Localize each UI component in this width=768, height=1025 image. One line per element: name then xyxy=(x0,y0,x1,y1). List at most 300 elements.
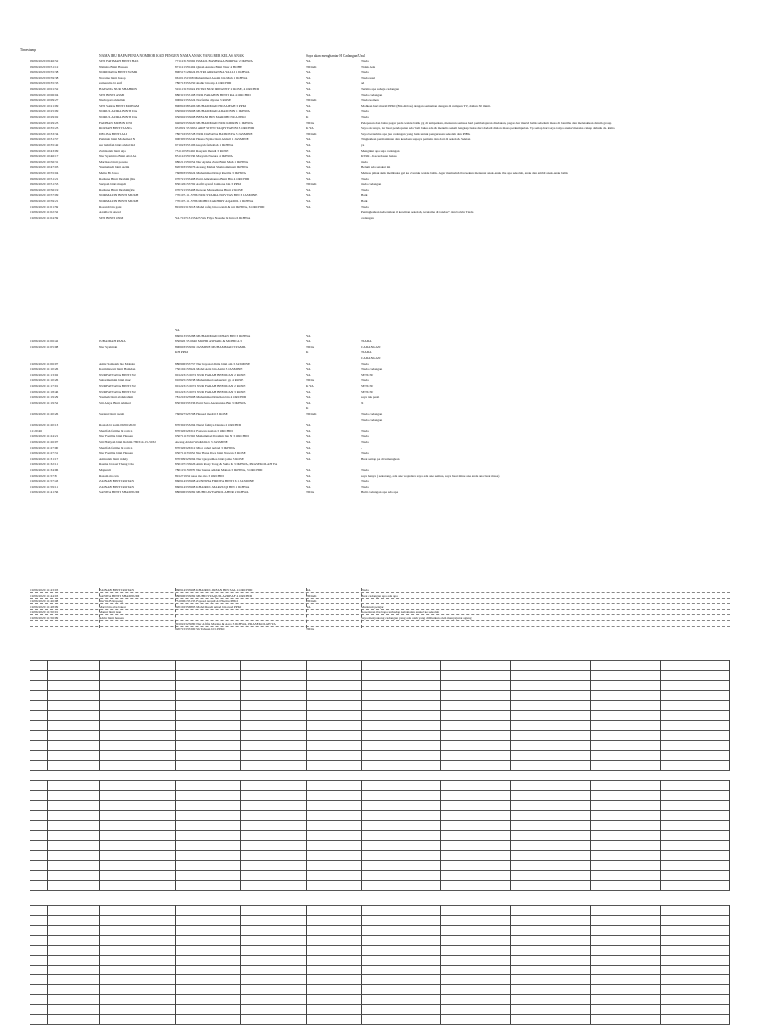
table-cell: 750102155924 Mohd Aziz bin Azmi 3 JASMINE xyxy=(175,367,243,372)
grid-column-line xyxy=(175,660,176,770)
table-cell: Tiada xyxy=(361,70,369,75)
column-divider xyxy=(361,588,362,628)
table-cell: Tiada xyxy=(361,378,369,383)
table-cell: Nur'lin B Ropeng xyxy=(99,599,123,604)
grid-column-line xyxy=(99,660,100,770)
grid-column-line xyxy=(240,905,241,1024)
grid-row-line xyxy=(30,994,730,995)
table-cell: TIDA xyxy=(306,120,315,125)
table-cell: 860913335288 MUHAMMAD IZHAN BIN 3 IKHWA xyxy=(175,333,251,338)
table-cell: 971023355106 kasyah fathollah 1 IKHWA xyxy=(175,143,234,147)
grid-column-line xyxy=(99,780,100,890)
table-cell: cadangan xyxy=(361,215,374,220)
table-cell: K xyxy=(306,115,309,119)
grid-column-line xyxy=(175,905,176,1024)
table-cell: 851122335336 Maryam Nazura 4 IKHWA xyxy=(175,154,233,159)
timestamp-header: Timestamp xyxy=(20,48,37,52)
table-cell: Amirulah binti riduly xyxy=(99,456,129,461)
table-cell: 09/06/2020 10:29:23 xyxy=(30,120,59,125)
grid-column-line xyxy=(510,780,511,890)
table-cell: ZAINAB BINTI ROTAN xyxy=(99,588,134,592)
table-cell: TIDAK xyxy=(306,593,317,598)
table-cell: 19/06/2020 11:02:32 xyxy=(30,210,59,215)
table-cell: Tiada xyxy=(361,588,369,592)
table-cell: YA xyxy=(306,81,311,86)
table-cell: Tiada xyxy=(361,59,369,63)
grid-column-line xyxy=(240,660,241,770)
table-cell: 96101151568 Muhammad Aasim bin Muh 1 IKHWA xyxy=(175,75,248,80)
table-cell: 19/06/2020 11:57:8 xyxy=(30,473,57,478)
table-cell: YA xyxy=(306,176,311,181)
table-cell: Tiada xyxy=(361,451,369,456)
grid-column-line xyxy=(440,660,441,770)
table-cell: 940925355620 MUHAMMAD NUR KIDRIN 1 IKHWA xyxy=(175,120,253,125)
table-cell: - xyxy=(361,445,363,450)
table-cell: Terima apa sahaja cadangan xyxy=(361,87,400,91)
grid-row-line xyxy=(30,700,730,701)
table-cell: CADANGAN xyxy=(361,344,381,349)
table-cell: YA xyxy=(306,372,311,377)
table-cell: Baik xyxy=(361,199,368,203)
grid-column-line xyxy=(660,780,661,890)
table-cell: TIDAK xyxy=(306,98,317,103)
table-cell: 870326326312 Mior cahal nabrel 3 IKHWA xyxy=(175,445,235,450)
table-cell: YA xyxy=(306,367,311,372)
table-cell: HAYANG NUR SHAHRIN xyxy=(99,87,137,91)
table-cell: 780115155870 Nur hanna adidah Mahan 3 IKHWA, 3 ORCHID xyxy=(175,468,263,472)
table-cell: X xyxy=(361,400,364,405)
table-cell: YA xyxy=(306,87,311,91)
table-cell: 870326326312 Fazwan nazlan 3 ORCHID xyxy=(175,428,233,433)
column-divider xyxy=(175,588,176,628)
grid-column-line xyxy=(729,660,730,770)
table-cell: 751006135135 Fayeed Arqull Al Haziru PPKI xyxy=(175,599,238,604)
grid-column-line xyxy=(306,905,307,1024)
table-cell: 770107-11-5786 NUR SYAIRA NOVVAS BIN 3 JASMINE xyxy=(175,193,258,198)
grid-column-line xyxy=(240,780,241,890)
table-cell: SITI BINTI OSM xyxy=(99,215,124,220)
table-cell: NURFATTANA BINTI SU xyxy=(99,384,136,388)
table-cell: Rasma bt nasi Thang Cha xyxy=(99,462,134,467)
table-cell: K xyxy=(306,350,309,355)
table-cell: YA xyxy=(306,604,311,609)
table-cell: Tiada xyxy=(361,440,369,444)
row-divider xyxy=(30,626,730,627)
table-cell: 09/06/2020 10:46:17 xyxy=(30,154,59,159)
table-cell: Tiada cadangan xyxy=(361,92,383,97)
table-cell: TIDAK xyxy=(306,64,317,69)
table-cell: 19/06/2020 11:57:43 xyxy=(30,479,59,484)
table-cell: Pelepasan dan bahu pagar pada waktu balik yg di tempatkan, menurun semasa hari pembelajaran diadakan, pagar-bar murid balik sebelum masa di bantibu dan meletakkan dalam group xyxy=(361,120,612,125)
column-divider xyxy=(99,588,100,628)
table-cell: YA xyxy=(306,109,311,114)
grid-row-line xyxy=(30,1014,730,1015)
table-cell: 950902335608 BEFANI BIN MARDHI NUA PPKI xyxy=(175,115,246,119)
table-cell: SITI FATIMAH BINTI HAS xyxy=(99,59,139,63)
table-cell: sur lathifah binti abdul hid xyxy=(99,143,135,147)
table-cell: 19/06/2020 11:19:52 xyxy=(30,400,59,405)
table-cell: saya tak pasti xyxy=(361,395,380,400)
table-cell: 830107135626 Ahm Rozy Tong & Suila K 3 IKHWA, PRASEKOLAH YA xyxy=(175,462,278,467)
table-cell: DELISA BINTI ALI xyxy=(99,131,128,136)
table-cell: NORUL AZIRA BINTI DA xyxy=(99,109,138,114)
grid-row-line xyxy=(30,850,730,851)
table-cell: 880315355108 NUR FARAHIN BINTI RA 4 ORCHID xyxy=(175,92,251,97)
table-cell: Yasmah binti abdulrahim xyxy=(99,395,134,400)
grid-row-line xyxy=(30,945,730,946)
table-cell: 891091315018 Mahd rafiq bin rozaidi & nri IKHWA, 6 ORCHID xyxy=(175,204,265,209)
table-cell: Rozaidi bin gani xyxy=(99,204,122,209)
table-cell: 751110335402 Rasyam Ihandi 3 ROSE xyxy=(175,148,229,153)
grid-row-line xyxy=(30,750,730,751)
grid-row-line xyxy=(30,925,730,926)
table-cell: YA xyxy=(306,440,311,444)
table-cell: Radiana Binti Ibrahim (Ru xyxy=(99,176,136,181)
table-cell: Radiana Binti Ibrahim(Ru xyxy=(99,187,135,192)
table-cell: tiada xyxy=(361,159,368,164)
grid-row-line xyxy=(30,790,730,791)
table-cell: Siti Haliyah binti Rohim 780314-15-5032 xyxy=(99,440,156,444)
table-cell: YA xyxy=(306,333,311,338)
table-cell: 19/06/2020 11:26:07 xyxy=(30,440,59,444)
table-cell: 19/06/2020 11:04:59 xyxy=(30,215,59,220)
table-cell: Belum ada setakat ini xyxy=(361,165,391,170)
grid-row-line xyxy=(30,800,730,801)
table-cell: Peningkatkan keberatkan il kewman sekolah, terutama di tandas+ dan batvin Tiada xyxy=(361,210,474,215)
table-cell: Mudaruti pelajar xyxy=(361,604,384,609)
grid-column-line xyxy=(47,780,48,890)
table-cell: Marlissa binti poreno xyxy=(99,159,129,164)
table-cell: TIDAK xyxy=(306,182,317,187)
table-cell: 09/06/2020 10:35:42 xyxy=(30,143,59,147)
table-cell: Nurhayati abdullah xyxy=(99,98,126,103)
table-cell: saya hanya ( sekarang, ada ane wajadara saya ada ane semua, saya buat mine ana ande ana buat masa) xyxy=(361,473,500,478)
grid-column-line xyxy=(175,780,176,890)
table-cell: Tiada xyxy=(361,109,369,114)
table-cell: 850926 35 6640 MOHD ASHAIK & MOHD A 3 xyxy=(175,339,242,344)
table-cell: 09/06/2020 10:55:04 xyxy=(30,171,59,175)
table-cell: 760803335624 Muhammad Rizqi Razilla 3 IKHWA xyxy=(175,171,246,175)
table-cell: K YA xyxy=(306,384,314,388)
table-cell: SETUJU xyxy=(361,384,374,388)
table-cell: 870302353294 Nurul fathiya Danisa 2 ORCHID xyxy=(175,423,242,428)
table-cell: 09/06/2020 09:55:38 xyxy=(30,70,59,75)
table-cell: Saya menyokong cadangan yang ada oleh yang dilibatkan oleh menyajurat agung xyxy=(361,616,472,620)
table-cell: Nur Syamirra Binti Abd Az xyxy=(99,154,137,159)
table-cell: 19/06/2020 11:32:11 xyxy=(30,462,59,467)
table-cell: TIDA xyxy=(306,378,315,383)
grid-column-line xyxy=(590,905,591,1024)
row-divider xyxy=(30,598,730,599)
table-cell: 09/06/2020 10:43:09 xyxy=(30,148,59,153)
table-cell: 09/06/2020 09:59:38 xyxy=(30,75,59,80)
grid-row-line xyxy=(30,690,730,691)
table-cell: ya xyxy=(361,143,365,147)
table-cell: 09/06/2020 09:35:33 xyxy=(30,81,59,86)
grid-row-line xyxy=(30,820,730,821)
grid-row-line xyxy=(30,935,730,936)
table-cell: 820303335676 Arasng Mahal Shahrommusit IKHWA xyxy=(175,165,249,170)
table-cell: 19/06/2020 11:31:17 xyxy=(30,456,59,461)
table-cell: 19/06/2020 11:24:21 xyxy=(30,434,59,439)
grid-column-line xyxy=(440,905,441,1024)
grid-row-line xyxy=(30,955,730,956)
table-cell: Tidak Ada xyxy=(361,64,376,69)
table-cell: Nur Syahirah xyxy=(99,344,118,349)
grid-row-line xyxy=(30,730,730,731)
table-cell: Nimsha Binti Hassan xyxy=(99,64,128,69)
table-cell: ZAINAB BINTI ROTAN xyxy=(99,479,134,484)
table-cell: Rosiah bt zaim 09/06/2020 xyxy=(99,423,136,428)
grid-row-line xyxy=(30,810,730,811)
table-cell: 900305355242 Hasna Nyma binti Abdull 1 JASMINE xyxy=(175,137,249,142)
table-cell: Nur Fazillia binti Hassan xyxy=(99,451,133,456)
table-cell: YA xyxy=(306,187,311,192)
table-cell: 09/06/2020 10:33:34 xyxy=(30,131,59,136)
table-cell: 90122315 6072 NUR FARAH BEEDUAN 2 ROSE xyxy=(175,372,246,377)
table-cell: YA xyxy=(306,400,311,405)
table-cell: TIDAK xyxy=(306,412,317,416)
table-cell: Siti Aisya Binti Ahmad xyxy=(99,400,131,405)
table-cell: Tiada xyxy=(361,176,369,181)
table-cell: 871121335404 Qinah Annisa Binti Nasr 4 BOHE xyxy=(175,64,243,69)
table-cell: Tiada cadangan xyxy=(361,412,383,416)
table-cell: 09/06/2020 10:31:57 xyxy=(30,137,59,142)
table-cell: NORMAZIN BINTI MUKH xyxy=(99,193,139,198)
table-cell: 591113155924 PUTRI NUR IRWANSY 2 ROSE, 4 ORCHID xyxy=(175,87,260,91)
grid-column-line xyxy=(361,780,362,890)
table-cell: 19/06/2020 11:27:00 xyxy=(30,445,59,450)
table-cell: Adrin binti hassan xyxy=(99,616,124,620)
table-cell: Majuruli xyxy=(99,468,111,472)
table-cell: 19/06/2020 11:34:06 xyxy=(30,468,59,472)
grid-row-line xyxy=(30,905,730,906)
table-cell: SETUJU xyxy=(361,372,374,377)
table-cell: Noraina binti Jusop xyxy=(99,75,126,80)
table-cell: YA xyxy=(306,423,311,428)
grid-row-line xyxy=(30,965,730,966)
table-cell: Kesedaran ibu bapa terhadap kebahalan anak2 ke sekolah xyxy=(361,610,440,615)
table-cell: TIADA xyxy=(361,339,372,344)
row-divider xyxy=(30,592,730,593)
table-cell: Tiada komen xyxy=(361,98,379,103)
table-cell: YA xyxy=(306,199,311,203)
table-cell: Mohkan hari murid PPKI (Bin Abbas) dengan semaman dengan di rumpun TV, daliun 30 minit. xyxy=(361,103,491,108)
table-cell: Nur Fazillia binti Hassan xyxy=(99,434,133,439)
grid-row-line xyxy=(30,880,730,881)
table-cell: Baik xyxy=(361,193,368,198)
table-cell: 820102356893 Mohd Rusdi amad bin rusd PPKI xyxy=(175,604,242,609)
empty-grid-3 xyxy=(30,905,730,1024)
grid-column-line xyxy=(660,660,661,770)
table-cell: TIADA xyxy=(361,350,372,355)
grid-column-line xyxy=(47,660,48,770)
table-cell: Tiada xyxy=(361,479,369,484)
table-cell: 850302335336 Putri Sara Azzatunisa Bin 3 IKHWA xyxy=(175,400,246,405)
table-cell: 19/06/2020 11:01:59 xyxy=(30,204,59,209)
table-cell: Tiada xyxy=(361,428,369,433)
table-cell: Sharifah fatima bt rom n xyxy=(99,445,133,450)
table-cell: 880906335082 MUHD AVYAERIL AHNR 2 IKHWA xyxy=(175,490,249,495)
table-cell: Bulit cadangan apa ada apa xyxy=(361,490,399,495)
table-cell: 910925155038 Muhammad sudaurini/ yp 4 ROSE xyxy=(175,378,244,383)
grid-row-line xyxy=(30,890,730,891)
table-cell: Saya ok tenya, tsr buat pendopsian ada 'beli buku ada & menulis sekali lengkap buku dari dadadi dialon masa perkumpulan. Tp setiap hari saya tanya anak2 mereka cakap dahulu ds. kima xyxy=(361,126,615,131)
table-cell: Suriani binti razali xyxy=(99,412,125,416)
table-cell: YA xyxy=(306,70,311,75)
table-cell: Patimah binti Mohamad N xyxy=(99,137,136,142)
table-cell: 19/06/2020 11:05:08 xyxy=(30,344,59,349)
table-cell: 19/06/2020 11:41:56 xyxy=(30,490,59,495)
table-cell: NURFATTANA BINTI SU xyxy=(99,389,136,394)
table-cell: Mengikut apa saja cadangan xyxy=(361,148,400,153)
table-cell: YA xyxy=(306,456,311,461)
row-divider xyxy=(30,614,730,615)
table-cell: YA xyxy=(306,103,311,108)
grid-row-line xyxy=(30,670,730,671)
table-cell: YA xyxy=(306,588,311,592)
table-cell: 880906335082 MUHD SYAQUIL AZREAF 4 ORCHID xyxy=(175,593,253,598)
table-cell: KSSR - Kecerdasan bekas xyxy=(361,154,397,159)
table-cell: 931819 33 9652 ARIF SITI'N TAQIYYAH BI 3 ORCHID xyxy=(175,126,255,131)
grid-row-line xyxy=(30,710,730,711)
table-cell: SANITA BINTI SHAMSUDI xyxy=(99,593,140,598)
table-cell: Amiz Samsiah bte Mohsin xyxy=(99,361,136,366)
table-cell: tiada cadangan xyxy=(361,182,382,187)
table-cell: 09/06/2020 10:29:02 xyxy=(30,115,59,119)
table-cell: 19/06/2020 11:43:03 xyxy=(30,588,59,592)
table-cell: 070721335408 Ikawan Mursadinna Binti 2 ROSE xyxy=(175,187,243,192)
table-cell: Manni binti isan xyxy=(99,610,122,615)
table-cell: 09/06/2020 10:47:03 xyxy=(30,165,59,170)
table-cell: 09/06/2020 10:35:23 xyxy=(30,126,59,131)
table-cell: Awang Abdul Wadiddin b 3 JASMINE xyxy=(175,440,228,444)
table-cell: 950902335608 MUHAMMAD ADAM BIN 1 IKHWA xyxy=(175,109,250,114)
table-cell: Tiada xyxy=(361,434,369,439)
grid-column-line xyxy=(440,780,441,890)
table-cell: 890517126624 PUTRI ARRIANNA YALLI 1 IKHWA xyxy=(175,70,250,75)
grid-column-line xyxy=(361,660,362,770)
table-cell: YA xyxy=(306,395,311,400)
table-cell: ROZIAH BINTI SANG xyxy=(99,126,132,131)
empty-grid-1 xyxy=(30,660,730,770)
table-cell: 771123155992 ISMAIL BASHRAA BORHA/ 2 IKHWA xyxy=(175,59,253,63)
table-cell: 19/06/2020 11:46:08 xyxy=(30,599,59,604)
grid-column-line xyxy=(729,780,730,890)
table-cell: 09/06/2020 10:57:09 xyxy=(30,193,59,198)
table-cell: 19/06/2020 11:56:09 xyxy=(30,616,59,620)
table-cell: 19/06/2020 11:18:46 xyxy=(30,389,59,394)
table-cell: Tiada cadangan xyxy=(361,367,383,372)
table-cell: Tiada cadangan xyxy=(361,417,383,422)
grid-row-line xyxy=(30,974,730,975)
table-cell: TIDA xyxy=(306,490,315,495)
table-cell: KH PPKI xyxy=(175,350,189,355)
table-cell: 19/06/2020 11:10:26 xyxy=(30,367,59,372)
table-cell: SANITA BINTI SHAMSUDI xyxy=(99,490,140,495)
table-cell: Meluas pihak skik membuka gel ke 2 untuk waktu balik. Agar memudah ibu kekun menunat anak-anak ibu apa sekolah, anak dan ambil anak-anak balik xyxy=(361,171,568,175)
table-cell: 860914335908 AUNISHA FIRDYA BINTI 6 1 JASMINE xyxy=(175,479,255,484)
table-cell: FADHAN MUBIN UNI xyxy=(99,120,132,125)
table-cell: YA xyxy=(306,479,311,484)
empty-grid-2 xyxy=(30,780,730,890)
table-cell: Tiada xyxy=(361,484,369,489)
grid-column-line xyxy=(306,780,307,890)
table-cell: NURFATTANA BINTI SU xyxy=(99,372,136,377)
table-cell: 19/06/2020 11:10:26 xyxy=(30,378,59,383)
table-cell: YA xyxy=(306,484,311,489)
table-cell: 09/06/2020 10:56:31 xyxy=(30,159,59,164)
column-divider xyxy=(306,588,307,628)
grid-column-line xyxy=(729,905,730,1024)
table-cell: SITI SARA BINTI MOHAM xyxy=(99,103,140,108)
table-cell: 880906355757 Nur hayazal dhila binti am 3 JASMINE xyxy=(175,361,251,366)
table-cell: 19/06/2020 11:48:09 xyxy=(30,604,59,609)
opinion-header: Saya akan menghantar H Cadangan/Usul xyxy=(306,54,366,58)
grid-column-line xyxy=(47,905,48,1024)
table-cell: Tiada xyxy=(361,187,369,192)
table-cell: 980211335054 Nur Ayisha Zuni Binti Muh 1 IKHWA xyxy=(175,159,249,164)
table-cell: Buat setiap pa di lemengkan xyxy=(361,456,400,461)
grid-column-line xyxy=(361,905,362,1024)
grid-column-line xyxy=(510,660,511,770)
table-cell: YA xyxy=(306,468,311,472)
row-divider xyxy=(30,603,730,604)
table-cell: 820715335300 Sh Tahsun bl b PPKI xyxy=(175,627,225,632)
grid-column-line xyxy=(590,780,591,890)
table-cell: 19/06/2020 11:20:26 xyxy=(30,412,59,416)
table-cell: 19/06/2020 11:20:13 xyxy=(30,423,59,428)
table-cell: 830126155792 Asifil syaruf Jatmona bin 3 PPKI xyxy=(175,182,242,187)
table-cell: ad xyxy=(361,81,365,86)
table-cell: CADANGAN xyxy=(361,356,381,360)
table-cell: 09/06/2020 09:46:52 xyxy=(30,59,59,63)
table-cell: YA xyxy=(306,59,311,63)
row-divider xyxy=(30,609,730,610)
table-cell: Tingkatkan permaininan dan keadaan supaya pemula dan dari di sekolah. Sekian xyxy=(361,137,471,142)
table-cell: YA xyxy=(306,428,311,433)
table-cell: 19/06/2020 11:13:02 xyxy=(30,372,59,377)
table-cell: NORUL AZIRA BINTI DA xyxy=(99,115,138,119)
table-cell: 770107-11-5786 MOHD ZAKHIRY AQAMIL 1 IKHWA xyxy=(175,199,254,203)
table-cell: TIDAK xyxy=(306,131,317,136)
table-cell: 780716355728 NUR DAYANA BATRISYA 3 JASMINE xyxy=(175,131,253,136)
table-cell: 890603355092 JASMINE MUHAMMAD SYAMIL xyxy=(175,344,247,349)
table-cell: 09/06/2020 10:01:52 xyxy=(30,87,59,91)
grid-row-line xyxy=(30,720,730,721)
table-cell: 860914335908 KHAIRUL IRFAN BIN SAL 4 ORCHID xyxy=(175,588,253,592)
table-cell: 19/06/2020 11:06:07 xyxy=(30,361,59,366)
grid-row-line xyxy=(30,1004,730,1005)
grid-row-line xyxy=(30,660,730,661)
grid-row-line xyxy=(30,760,730,761)
grid-row-line xyxy=(30,740,730,741)
table-cell: SITI BINTI ASMI xyxy=(99,92,125,97)
table-cell: 19/06/2020 11:27:31 xyxy=(30,451,59,456)
table-cell: 09/06/2020 10:59:21 xyxy=(30,199,59,203)
table-cell: K YA xyxy=(306,126,314,131)
table-cell: Tiada xyxy=(361,115,369,119)
table-cell: YA xyxy=(306,143,311,147)
table-cell: Karmilawati binti Hamdan xyxy=(99,367,136,372)
table-cell: Tiada xyxy=(361,204,369,209)
column-headers: NAMA IBU BAPA/PENJA NOMBOR KAD PENGEN NAMA ANAK YANG BER KELAS ANAK xyxy=(99,54,244,58)
table-cell: 19/06/2020 11:17:01 xyxy=(30,384,59,388)
table-cell: 19/06/2020 11:06:42 xyxy=(30,339,59,344)
table-cell: YA xyxy=(306,92,311,97)
grid-row-line xyxy=(30,780,730,781)
grid-column-line xyxy=(510,905,511,1024)
